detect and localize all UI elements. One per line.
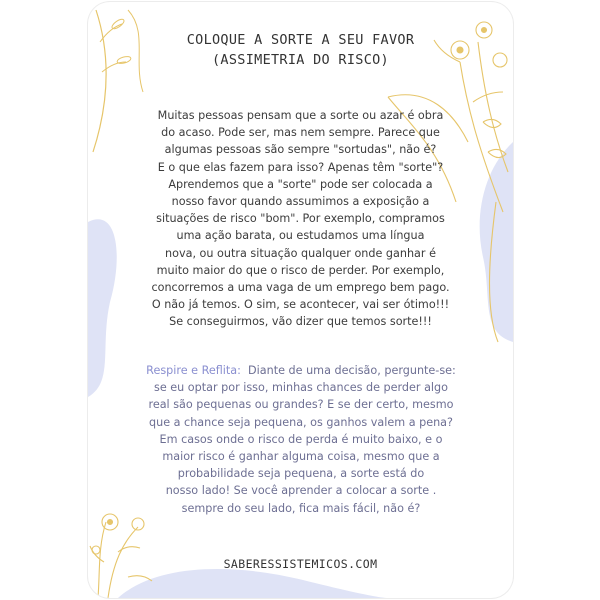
reflection-line: Em casos onde o risco de perda é muito baixo, e o bbox=[159, 432, 443, 446]
reflection-line: sempre do seu lado, fica mais fácil, não é? bbox=[181, 501, 421, 515]
body-line: concorremos a uma vaga de um emprego bem pago. bbox=[151, 281, 450, 295]
lavender-blob-left bbox=[88, 219, 117, 397]
card-title-line-2: (ASSIMETRIA DO RISCO) bbox=[212, 52, 389, 68]
body-line: Aprendemos que a "sorte" pode ser colocada a bbox=[168, 177, 433, 191]
reflection-first-line bbox=[124, 362, 478, 379]
body-line: do acaso. Pode ser, mas nem sempre. Parece que bbox=[161, 126, 440, 140]
card-title-line-1: COLOQUE A SORTE A SEU FAVOR bbox=[186, 32, 415, 48]
body-line: E o que elas fazem para isso? Apenas têm "sorte"? bbox=[157, 160, 444, 174]
reflection-line: se eu optar por isso, minhas chances de perder algo bbox=[154, 381, 448, 395]
reflection-line: nosso lado! Se você aprender a colocar a sorte . bbox=[165, 484, 437, 498]
body-line: O não já temos. O sim, se acontecer, vai ser ótimo!!! bbox=[151, 298, 450, 312]
reflection-line: maior risco é ganhar alguma coisa, mesmo que a bbox=[162, 450, 440, 464]
reflection-text bbox=[124, 362, 478, 517]
website-footer: SABERESSISTEMICOS.COM bbox=[223, 557, 378, 571]
body-line: nosso favor quando assumimos a exposição a bbox=[171, 195, 430, 209]
body-line: Se conseguirmos, vão dizer que temos sorte!!! bbox=[169, 315, 432, 329]
body-text bbox=[128, 107, 473, 331]
reflection-line: probabilidade seja pequena, a sorte está do bbox=[177, 467, 425, 481]
body-line: nova, ou outra situação qualquer onde ganhar é bbox=[165, 246, 436, 260]
body-line: Muitas pessoas pensam que a sorte ou azar é obra bbox=[157, 109, 444, 122]
body-line: uma ação barata, ou estudamos uma língua bbox=[176, 229, 425, 243]
reflection-line: que a chance seja pequena, os ganhos valem a pena? bbox=[149, 415, 453, 429]
reflection-first-line-text: Diante de uma decisão, pergunte-se: bbox=[248, 364, 456, 377]
reflection-line: real são pequenas ou grandes? E se der certo, mesmo bbox=[148, 398, 454, 412]
card-title bbox=[88, 30, 513, 70]
reflection-label: Respire e Reflita: bbox=[146, 364, 241, 377]
body-line: situações de risco "bom". Por exemplo, compramos bbox=[156, 212, 445, 226]
body-line: muito maior do que o risco de perder. Por exemplo, bbox=[156, 263, 445, 277]
card bbox=[88, 2, 513, 598]
body-line: algumas pessoas são sempre "sortudas", não é? bbox=[164, 143, 437, 157]
lavender-blob-bottom bbox=[118, 569, 388, 598]
